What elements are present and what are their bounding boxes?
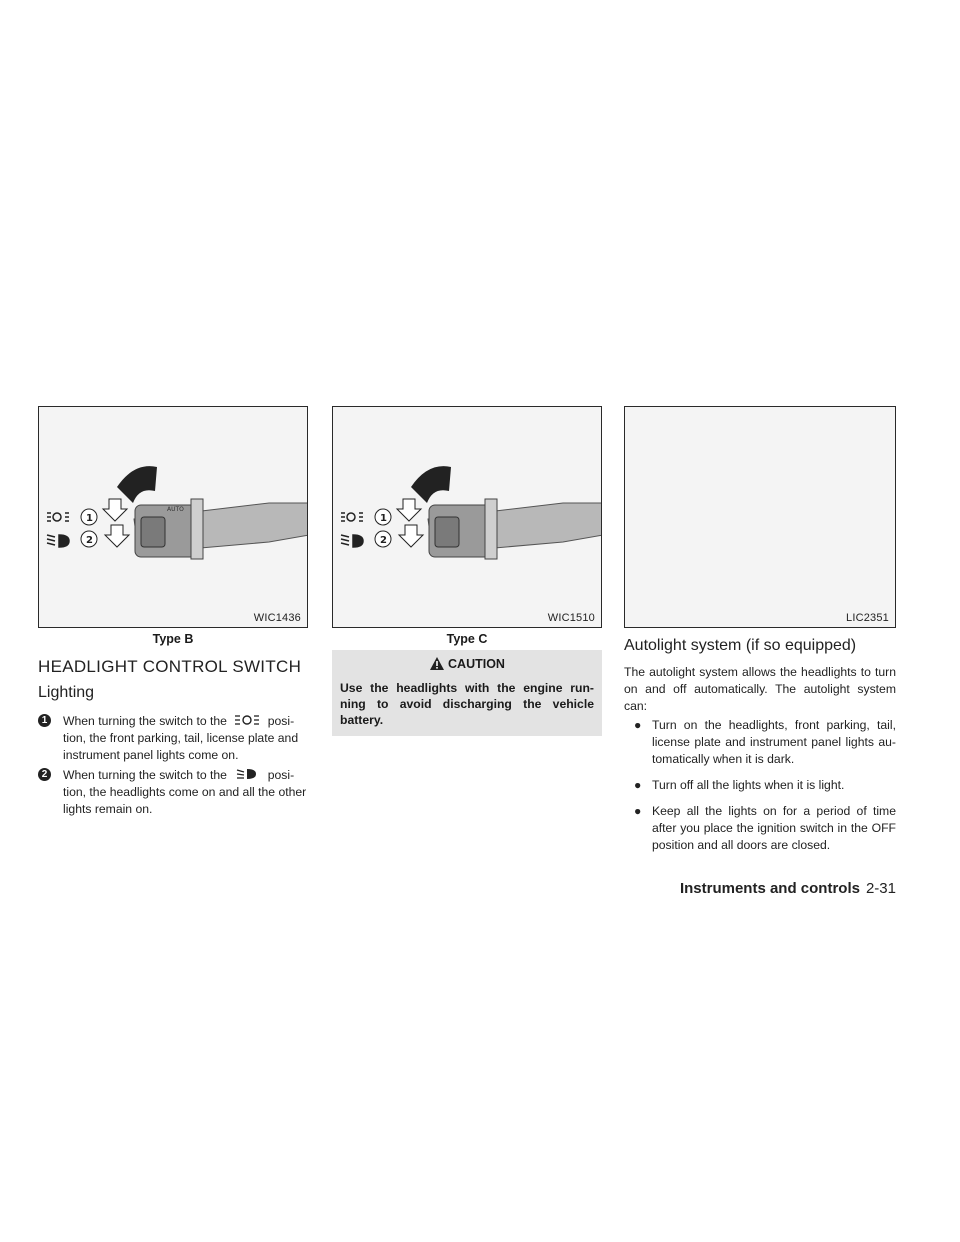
autolight-title: Autolight system (if so equipped) [624, 637, 857, 654]
rotate-arrow-icon [117, 466, 157, 503]
list-item [38, 713, 310, 764]
autolight-intro: The autolight system allows the headlights to turn on and off automatically. The autolight system can: [624, 665, 896, 713]
footer-section: Instruments and controls [679, 880, 860, 897]
figure-type-c [332, 406, 602, 628]
list-item [38, 767, 310, 818]
item-number: 1 [38, 714, 51, 727]
figure-autolight [624, 406, 896, 628]
list-item: ● Turn on the headlights, front parking, tail, license plate and instrument panel lights au- tomatically when it is dark. [634, 718, 896, 766]
figure-code: LIC2351 [846, 612, 889, 624]
item-number: 2 [38, 768, 51, 781]
figure-caption: Type C [446, 632, 488, 646]
warning-icon [429, 656, 445, 671]
svg-text:1: 1 [380, 513, 387, 524]
figure-code: WIC1436 [253, 612, 301, 624]
caution-box [332, 650, 602, 736]
figure-type-b [38, 406, 308, 628]
subsection-title: Lighting [38, 684, 95, 701]
svg-text:2: 2 [380, 535, 387, 546]
headlight-icon [47, 535, 69, 547]
switch-label-auto: AUTO [167, 506, 184, 513]
svg-text:2: 2 [86, 535, 93, 546]
item-text: When turning the switch to the posi- tion, the headlights come on and all the other lights remain on. [63, 768, 307, 816]
list-item: ● Turn off all the lights when it is light. [634, 778, 845, 792]
section-title: HEADLIGHT CONTROL SWITCH [38, 657, 302, 676]
caution-text: Use the headlights with the engine run- ning to avoid discharging the vehicle battery. [340, 681, 594, 727]
svg-text:1: 1 [86, 513, 93, 524]
autolight-list [624, 717, 896, 863]
page-footer [680, 880, 896, 897]
parking-lights-icon [47, 513, 69, 521]
figure-code: WIC1510 [547, 612, 595, 624]
bullet-icon: ● [634, 778, 642, 792]
parking-lights-icon [341, 513, 363, 521]
page-number: 2-31 [865, 880, 896, 897]
parking-lights-icon [230, 713, 264, 727]
bullet-icon: ● [634, 804, 642, 818]
list-item: ● Keep all the lights on for a period of time after you place the ignition switch in the OFF position and all doors are closed. [634, 804, 896, 852]
rotate-arrow-icon [411, 466, 451, 503]
headlight-icon [230, 767, 264, 781]
headlight-icon [341, 535, 363, 547]
figure-caption: Type B [152, 632, 194, 646]
headlight-switch-illustration [333, 407, 602, 628]
caution-heading: CAUTION [340, 656, 594, 671]
bullet-icon: ● [634, 718, 642, 732]
headlight-switch-illustration [39, 407, 308, 628]
item-text: When turning the switch to the posi- tion, the front parking, tail, license plate and instrument panel lights come on. [63, 714, 299, 762]
